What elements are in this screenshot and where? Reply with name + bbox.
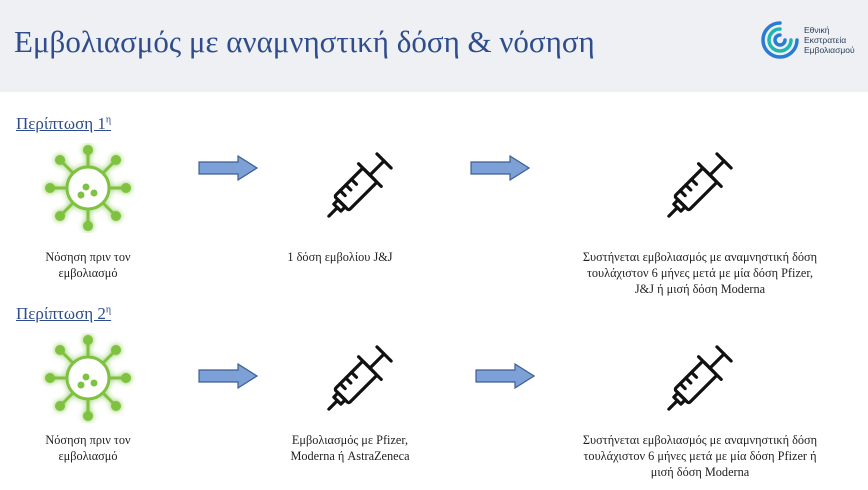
header-banner — [0, 0, 868, 92]
arrow-right-icon — [470, 155, 530, 181]
syringe-icon — [320, 147, 400, 223]
case-2-step3-text: Συστήνεται εμβολιασμός με αναμνηστική δόση τουλάχιστον 6 μήνες μετά με μία δόση Pfizer ή μισή δόση Moderna — [582, 433, 818, 479]
case-2-step2-text: Εμβολιασμός με Pfizer, Moderna ή AstraZeneca — [290, 433, 410, 463]
virus-icon — [40, 143, 136, 233]
case-1-step3-text: Συστήνεται εμβολιασμός με αναμνηστική δόση τουλάχιστον 6 μήνες μετά με μία δόση Pfizer, J&J ή μισή δόση Moderna — [582, 250, 818, 296]
case-1-step2-text: 1 δόση εμβολίου J&J — [287, 250, 393, 264]
case-1-title: Περίπτωση $1^\eta$ — [16, 114, 112, 133]
case-1-step1-text: Νόσηση πριν τον εμβολιασμό — [45, 250, 131, 280]
arrow-right-icon — [198, 155, 258, 181]
syringe-icon — [660, 340, 740, 416]
page-title: Εμβολιασμός με αναμνηστική δόση & νόσηση — [14, 24, 595, 59]
syringe-icon — [660, 147, 740, 223]
case-2-step1-text: Νόσηση πριν τον εμβολιασμό — [45, 433, 131, 463]
arrow-right-icon — [475, 363, 535, 389]
virus-icon — [40, 333, 136, 423]
campaign-logo-icon — [760, 20, 800, 60]
arrow-right-icon — [198, 363, 258, 389]
syringe-icon — [320, 340, 400, 416]
logo-text: Εθνική Εκστρατεία Εμβολιασμού — [804, 25, 855, 55]
case-2-title: Περίπτωση $2^\eta$ — [16, 304, 112, 323]
